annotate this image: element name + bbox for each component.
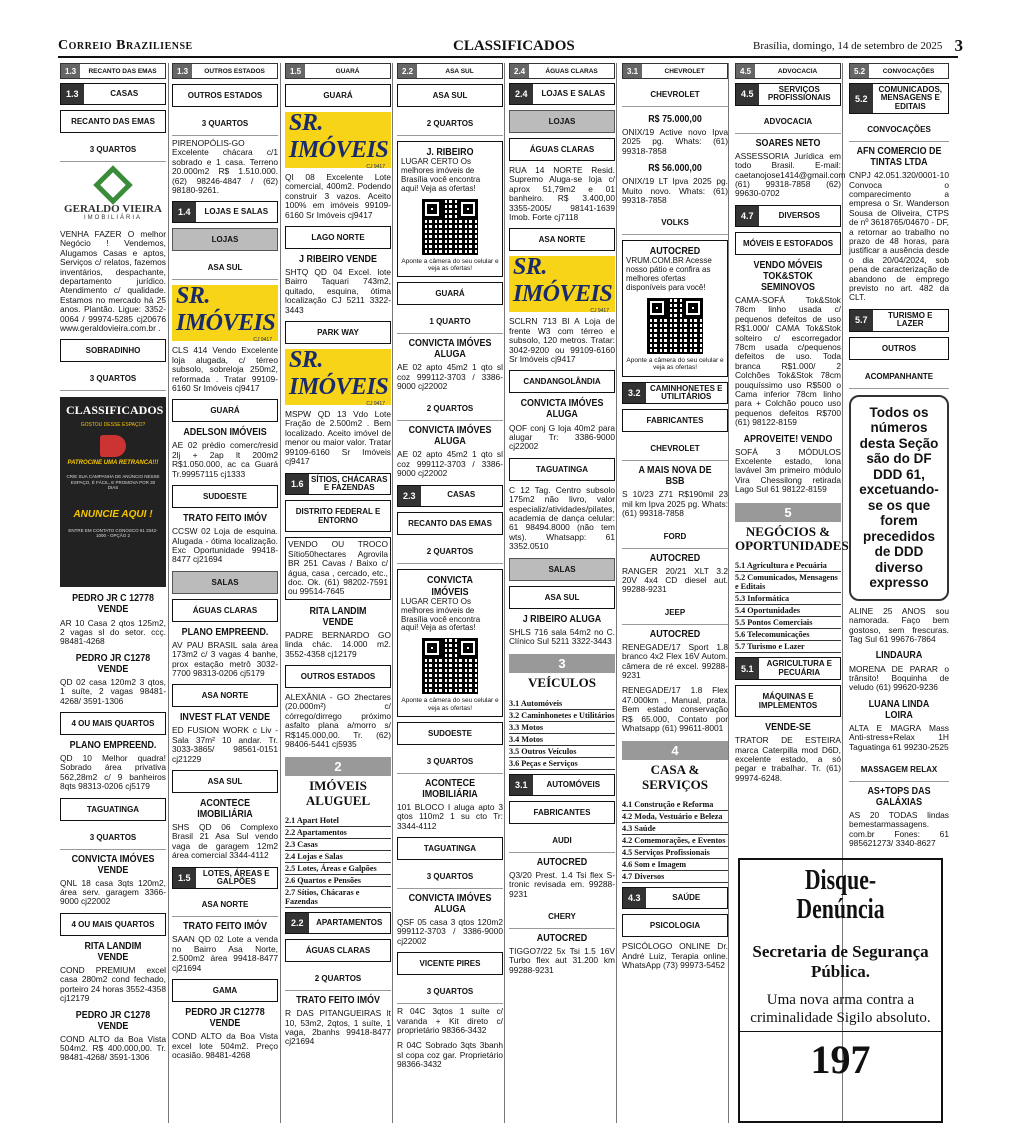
category-heading: SALAS (172, 571, 278, 594)
classified-ad: ONIX/19 LT Ipva 2025 pg. Muito novo. Whats: (61) 99318-7858 (622, 176, 728, 206)
classified-ad: CCSW 02 Loja de esquina. Alugada - ótima localização. Exc Oportunidade 99418-8477 cj21694 (172, 526, 278, 565)
region-heading: OUTROS ESTADOS (285, 665, 391, 688)
classified-ad: AE 02 apto 45m2 1 qto sl coz 999112-3703 / 3386-9000 cj22002 (397, 362, 503, 391)
category-banner: 5 NEGÓCIOS & OPORTUNIDADES (735, 504, 849, 553)
qr-code-icon[interactable] (647, 298, 703, 354)
ad-headline: AUTOCRED (536, 932, 588, 945)
region-heading: PSICOLOGIA (622, 914, 728, 937)
subheading: ADVOCACIA (735, 110, 841, 134)
classified-ad: CAMA-SOFÁ Tok&Stok 78cm linho usada c/ pequenos defeitos de uso R$1.000/ CAMA Tok&Stok solteiro c/ escorregador 78cm usada c/pequenos defeitos de uso. Toda branca R$1.000/ 2 Colchões Tok&Stok 78cm pouquíssimo uso R$500 o Cama inferior 78cm linho para + Colchão pouco uso pequenos defeitos R$700 (61) 98122-8159 (735, 294, 841, 428)
region-heading: CANDANGOLÂNDIA (509, 370, 615, 393)
column-tag: 1.3 OUTROS ESTADOS (172, 63, 278, 79)
category-index-item: 5.6 Telecomunicações (735, 629, 841, 641)
region-heading: OUTROS ESTADOS (172, 84, 278, 107)
logo-mark-icon (93, 165, 133, 205)
category-index-item: 3.3 Motos (509, 722, 615, 734)
ad-headline: A MAIS NOVA DE BSB (638, 464, 712, 488)
category-index-item: 5.7 Turismo e Lazer (735, 641, 841, 653)
column-divider (728, 63, 729, 1123)
section-heading: 5.1 AGRICULTURA E PECUÁRIA (735, 657, 841, 680)
classified-ad: RENEGADE/17 Sport 1.8 branco 4x2 Flex 16V Autom. câmera de ré excel. 99288-9231 (622, 641, 728, 681)
category-index-item: 5.2 Comunicados, Mensagens e Editais (735, 572, 841, 593)
price: R$ 75.000,00 (648, 113, 702, 125)
column-divider (280, 63, 281, 1123)
category-index-item: 4.2 Comemorações, e Eventos (622, 835, 728, 847)
category-banner: 4 CASA & SERVIÇOS (622, 741, 728, 795)
region-heading: ASA SUL (509, 586, 615, 609)
region-heading: TAGUATINGA (509, 458, 615, 481)
classified-ad: MSPW QD 13 Vdo Lote Fração de 2.500m2 . Bem localizado. Aceito imóvel de menor ou maior valor. Tratar 99109-6160 Sr Imóveis cj9417 (285, 409, 391, 467)
subheading: CONVOCAÇÕES (849, 118, 949, 142)
category-index-item: 2.4 Lojas e Salas (285, 851, 391, 863)
category-index (622, 799, 728, 883)
column-8 (849, 63, 949, 855)
ad-headline: RITA LANDIM VENDE (84, 939, 142, 963)
subheading: CHERY (509, 905, 615, 929)
section-heading: 4.7 DIVERSOS (735, 205, 841, 227)
classified-ad: Q3/20 Prest. 1.4 Tsi flex S-tronic revisada em. 99288-9231 (509, 869, 615, 899)
region-heading: ASA NORTE (509, 228, 615, 251)
subheading: CHEVROLET (622, 83, 728, 107)
classified-ad: SCLRN 713 Bl A Loja de frente W3 com térreo e subsolo, 120 metros. Tratar: 3042-9200 ou 99109-6160 Sr Imóveis cj9417 (509, 316, 615, 365)
subheading: ASA NORTE (172, 893, 278, 917)
category-heading: LOJAS (172, 228, 278, 251)
classified-ad: ED FUSION WORK c Liv - Sala 37m² 10 andar. Tr. 3033-3865/ 98561-0151 cj21229 (172, 725, 278, 764)
classified-ad: TIGGO7/22 5x Tsi 1.5 16V Turbo flex aut 31.200 km 99288-9231 (509, 946, 615, 975)
region-heading: TAGUATINGA (60, 798, 166, 821)
newspaper-name: Correio Braziliense (58, 38, 193, 53)
section-heading: 2.3 CASAS (397, 485, 503, 507)
column-3 (285, 63, 391, 1053)
column-divider (504, 63, 505, 1123)
section-heading: 3.1 AUTOMÓVEIS (509, 774, 615, 796)
page-header (58, 36, 963, 58)
ad-headline: AUTOCRED (649, 627, 701, 640)
disque-denuncia-ad[interactable]: Disque-Denúncia Secretaria de Segurança Pública. Uma nova arma contra a criminalidade Sigilo absoluto. 197 (738, 858, 943, 1123)
column-2 (172, 63, 278, 1066)
classified-ad: VENDO OU TROCO Sítio50hectares Agrovila BR 251 Cavas / Baixo c/água, casa , cercado, etc., doc. Ok. (61) 98202-7591 ou 99514-7645 (285, 537, 391, 599)
classified-ad: QD 02 casa 120m2 3 qtos, 1 suíte, 2 vagas 98481-4268/ 3591-1306 (60, 676, 166, 706)
subheading: 2 QUARTOS (397, 112, 503, 136)
subheading: 3 QUARTOS (397, 980, 503, 1004)
region-heading: MÓVEIS E ESTOFADOS (735, 232, 841, 255)
region-heading: PARK WAY (285, 321, 391, 344)
column-tag: 1.5 GUARÁ (285, 63, 391, 79)
ad-headline: PEDRO JR C1278 VENDE (75, 1008, 151, 1032)
region-heading: RECANTO DAS EMAS (60, 110, 166, 133)
ad-headline: TRATO FEITO IMÓV (296, 994, 380, 1007)
classified-ad: S 10/23 Z71 R$190mil 23 mil km Ipva 2025 pg. Whats: (61) 99318-7858 (622, 489, 728, 519)
ad-headline: AUTOCRED (649, 551, 701, 564)
subheading: 3 QUARTOS (172, 112, 278, 136)
category-index-item: 3.5 Outros Veículos (509, 746, 615, 758)
classified-ad: C 12 Tag. Centro subsolo 175m2 não livro, valor especializ/atividades/pilates, academia de dança celular: 61 98494.8000 (não tem wts). Whatsapp: 61 3352.0510 (509, 484, 615, 552)
subheading: CHEVROLET (622, 437, 728, 461)
classified-ad: QNL 18 casa 3qts 120m2, área serv. garagem 3366-9000 cj22002 (60, 877, 166, 907)
ad-headline: CONVICTA IMÓVES ALUGA (520, 397, 604, 421)
subheading: AUDI (509, 829, 615, 853)
classified-ad: MORENA DE PARAR o trânsito! Boquinha de veludo (61) 99620-9236 (849, 663, 949, 693)
classified-ad: ALEXÂNIA - GO 2hectares (20.000m²) c/ córrego/dirrego próximo asfalto plana a/morro s/ R$145.000,00. Tr. (62) 98406-5441 cj5935 (285, 691, 391, 750)
ad-headline: AS+TOPS DAS GALÁXIAS (867, 784, 931, 808)
column-tag: 5.2 CONVOCAÇÕES (849, 63, 949, 79)
classified-ad: TRATOR DE ESTEIRA marca Caterpilla mod D6D, excelente estado, a só pegar e trabalhar. Tr. (61) 99974-6248. (735, 735, 841, 783)
column-7 (735, 63, 849, 789)
column-1 (60, 63, 166, 1069)
megaphone-icon (100, 435, 126, 457)
subheading: 2 QUARTOS (397, 540, 503, 564)
region-heading: ASA SUL (397, 84, 503, 107)
region-heading: FABRICANTES (509, 801, 615, 824)
region-heading: LAGO NORTE (285, 226, 391, 249)
classified-ad: R DAS PITANGUEIRAS lt 10, 53m2, 2qtos, 1 suíte, 1 vaga, 2banhs 99418-8477 cj21694 (285, 1008, 391, 1047)
ad-headline: J RIBEIRO VENDE (299, 253, 377, 266)
ad-headline: CONVICTA IMÓVES VENDE (71, 852, 155, 876)
classified-ad: AE 02 prédio comerc/resid 2lj + 2ap lt 200m2 R$1.050.000, ac ca Guará Tr.99957115 cj1333 (172, 440, 278, 479)
category-index-item: 4.2 Moda, Vestuário e Beleza (622, 811, 728, 823)
subheading: 1 QUARTO (397, 310, 503, 334)
ad-headline: APROVEITE! VENDO (743, 432, 833, 445)
classified-ad: SOFÁ 3 MÓDULOS Excelente estado, lona lavável 3m primeiro módulo Vira Chessilong retirada Lago Sul 61 98122-8159 (735, 446, 841, 495)
section-heading: 1.3 CASAS (60, 83, 166, 105)
classified-ad: SHTQ QD 04 Excel. lote Bairro Taquari 743m2, quitado, esquina, ótima localização CJ 5211 3322-3443 (285, 267, 391, 315)
column-6 (622, 63, 728, 976)
region-heading: RECANTO DAS EMAS (397, 512, 503, 535)
subheading: MASSAGEM RELAX (849, 758, 949, 782)
sr-imoveis-logo: SR. IMÓVEIS CJ 9417 (172, 285, 278, 341)
category-index-item: 2.1 Apart Hotel (285, 815, 391, 827)
ad-headline: J RIBEIRO ALUGA (522, 612, 602, 625)
region-heading: ÁGUAS CLARAS (172, 599, 278, 622)
subheading: ASA SUL (172, 256, 278, 280)
region-heading: GAMA (172, 979, 278, 1002)
region-heading: SOBRADINHO (60, 339, 166, 362)
qr-ad[interactable]: CONVICTA IMÓVEIS LUGAR CERTO Os melhores imóveis de Brasília você encontra aqui! Veja as ofertas! Aponte a câmera do seu celular e veja as ofertas! (397, 569, 503, 717)
category-index-item: 5.4 Oportunidades (735, 605, 841, 617)
region-heading: SUDOESTE (397, 722, 503, 745)
region-heading: GUARÁ (285, 84, 391, 107)
region-heading: ÁGUAS CLARAS (285, 939, 391, 962)
region-heading: ÁGUAS CLARAS (509, 138, 615, 161)
category-banner: 2 IMÓVEIS ALUGUEL (285, 757, 391, 811)
category-index-item: 5.1 Agricultura e Pecuária (735, 560, 841, 572)
ad-headline: CONVICTA IMÓVES ALUGA (408, 337, 492, 361)
qr-code-icon[interactable] (422, 638, 478, 694)
ad-headline: TRATO FEITO IMÓV (183, 512, 267, 525)
category-index-item: 2.7 Sítios, Chácaras e Fazendas (285, 887, 391, 908)
classified-ad: ONIX/19 Active novo Ipva 2025 pg. Whats: (61) 99318-7858 (622, 127, 728, 156)
ad-headline: TRATO FEITO IMÓV (183, 920, 267, 933)
ad-headline: VENDE-SE (765, 721, 811, 734)
section-heading: 1.5 LOTES, ÁREAS E GALPÕES (172, 867, 278, 890)
ad-headline: LINDAURA (875, 649, 923, 662)
classified-ad: ALINE 25 ANOS sou namorada. Faço bem gostoso, sem frescuras. Tag Sul 61 99676-7864 (849, 605, 949, 645)
ad-headline: INVEST FLAT VENDE (179, 711, 271, 724)
subheading: 3 QUARTOS (397, 865, 503, 889)
region-heading: GUARÁ (172, 399, 278, 422)
section-heading: 1.4 LOJAS E SALAS (172, 201, 278, 223)
classified-ad: SAAN QD 02 Lote a venda no Bairro Asa Norte, 2.500m2 área 99418-8477 cj21694 (172, 934, 278, 973)
category-index-item: 4.7 Diversos (622, 871, 728, 883)
section-heading: 3.2 CAMINHONETES E UTILITÁRIOS (622, 382, 728, 405)
column-5 (509, 63, 615, 981)
category-index-item: 5.3 Informática (735, 593, 841, 605)
category-index-item: 4.5 Serviços Profissionais (622, 847, 728, 859)
date-line: Brasília, domingo, 14 de setembro de 2025 (753, 40, 943, 52)
qr-ad[interactable]: AUTOCRED VRUM.COM.BR Acesse nosso pátio e confira as melhores ofertas disponíveis para você! Aponte a câmera do seu celular e veja as ofertas! (622, 240, 728, 376)
ad-headline: CONVICTA IMÓVES ALUGA (408, 424, 492, 448)
classified-ad: SHS QD 06 Complexo Brasil 21 Asa Sul vendo vaga de garagem 12m2 área comercial 3344-4112 (172, 822, 278, 861)
column-tag: 4.5 ADVOCACIA (735, 63, 841, 79)
ad-headline: PLANO EMPREEND. (181, 625, 269, 638)
column-tag: 3.1 CHEVROLET (622, 63, 728, 79)
category-index (735, 560, 841, 653)
classified-ad: R 04C Sobrado 3qts 3banh sl copa coz gar. Proprietário 98366-3432 (397, 1040, 503, 1070)
category-heading: LOJAS (509, 110, 615, 133)
subheading: 2 QUARTOS (397, 397, 503, 421)
category-index-item: 4.1 Construção e Reforma (622, 799, 728, 811)
category-index-item: 2.3 Casas (285, 839, 391, 851)
classified-ad: CNPJ 42.051.320/0001-10 Convoca o comparecimento a empresa o Sr. Wanderson Sousa de Oliveira, CTPS de nº 3618765/04670 - DF, a retornar ao trabalho no prazo de 48 horas, para justificar a ausência desde o dia 20/04/2024, sob pena de caracterização de abandono de emprego previsto no art. 482 da CLT. (849, 170, 949, 303)
region-heading: 4 OU MAIS QUARTOS (60, 913, 166, 936)
geraldo-vieira-logo: GERALDO VIEIRA IMOBILIÁRIA (60, 166, 166, 226)
ad-headline: PLANO EMPREEND. (69, 738, 157, 751)
subheading: VOLKS (622, 211, 728, 235)
region-heading: ASA SUL (172, 770, 278, 793)
classified-ad: PSICÓLOGO ONLINE Dr. André Luiz, Terapia online. WhatsApp (73) 99973-5452 (622, 941, 728, 970)
classified-ad: ASSESSORIA Jurídica em todo Brasil. E-mail: caetanojose1414@gmail.com (61) 99318-7858 (62) 99630-0702 (735, 150, 846, 199)
classified-ad: RANGER 20/21 XLT 3.2 20V 4x4 CD diesel aut. 99288-9231 (622, 565, 728, 595)
category-heading: SALAS (509, 558, 615, 581)
ad-headline: ACONTECE IMOBILIÁRIA (197, 797, 253, 821)
subheading: FORD (622, 525, 728, 549)
region-heading: ASA NORTE (172, 684, 278, 707)
ad-headline: PEDRO JR C1278 VENDE (75, 651, 151, 675)
ad-headline: RITA LANDIM VENDE (309, 604, 367, 628)
category-index-item: 2.5 Lotes, Áreas e Galpões (285, 863, 391, 875)
classified-ad: R 04C 3qtos 1 suíte c/ varanda + Kit direto c/ proprietário 98366-3432 (397, 1006, 503, 1035)
region-heading: SUDOESTE (172, 485, 278, 508)
ad-headline: CONVICTA IMÓVES ALUGA (408, 891, 492, 915)
classified-ad: CLS 414 Vendo Excelente loja alugada, c/ térreo subsolo, sobreloja 250m2, reformada . Tratar 99109-6160 Sr Imóveis cj9417 (172, 345, 278, 394)
sr-imoveis-logo: SR. IMÓVEIS CJ 9417 (285, 349, 391, 405)
category-index (285, 815, 391, 908)
section-heading: 4.5 SERVIÇOS PROFISSIONAIS (735, 83, 841, 106)
subheading: JEEP (622, 601, 728, 625)
ad-headline: ADELSON IMÓVEIS (183, 426, 267, 439)
region-heading: OUTROS (849, 337, 949, 360)
section-heading: 2.4 LOJAS E SALAS (509, 83, 615, 105)
category-index-item: 5.5 Pontos Comerciais (735, 617, 841, 629)
classified-ad: PIRENOPÓLIS-GO Excelente chácara c/1 sobrado e 1 casa. Terreno 20.000m2 R$ 1.510.000. (62) 98246-4847 / (62) 98180-9261. (172, 138, 278, 196)
column-tag: 2.4 ÁGUAS CLARAS (509, 63, 615, 79)
qr-ad[interactable]: J. RIBEIRO LUGAR CERTO Os melhores imóveis de Brasília você encontra aqui! Veja as ofertas! Aponte a câmera do seu celular e veja as ofertas! (397, 141, 503, 277)
classified-ad: QSF 05 casa 3 qtos 120m2 999112-3703 / 3386-9000 cj22002 (397, 916, 503, 946)
classified-ad: ALTA E MAGRA Mass Anti-stress+Relax 1H Taguatinga 61 99230-2525 (849, 722, 949, 752)
sr-imoveis-logo: SR. IMÓVEIS CJ 9417 (509, 256, 615, 312)
classified-ad: RUA 14 NORTE Resid. Supremo Aluga-se loja c/ aprox 51,79m2 e 01 banheiro. R$ 3.400,00 3355-2005/ 98141-1639 Imob. Forte cj7118 (509, 165, 615, 223)
section-heading: 1.6 SÍTIOS, CHÁCARAS E FAZENDAS (285, 473, 391, 496)
sr-imoveis-logo: SR. IMÓVEIS CJ 9417 (285, 112, 391, 168)
promo-banner[interactable]: CLASSIFICADOS GOSTOU DESSE ESPAÇO? PATROCINE UMA RETRANCA!!! CRIE SUA CAMPANHA DE ANÚNCIO NESSE ESPAÇO, É FÁCIL, E PROMOVA POR 30 DIAS ANUNCIE AQUI ! ENTRE EM CONTATO CONOSCO 61 3342-1000 - OPÇÃO 2 (60, 397, 166, 587)
region-heading: MÁQUINAS E IMPLEMENTOS (735, 685, 841, 717)
classified-ad: COND ALTO da Boa Vista excel lote 504m2. Preço ocasião. 98481-4268 (172, 1031, 278, 1060)
subheading: 3 QUARTOS (60, 138, 166, 162)
region-heading: 4 OU MAIS QUARTOS (60, 712, 166, 735)
classified-ad: SHLS 716 sala 54m2 no C. Clínico Sul 5211 3322-3443 (509, 626, 615, 646)
classified-ad: COND ALTO da Boa Vista 504m2. R$ 400.000,00. Tr. 98481-4268/ 3591-1306 (60, 1033, 166, 1063)
ad-headline: ACONTECE IMOBILIÁRIA (422, 776, 478, 800)
category-index-item: 3.4 Motos (509, 734, 615, 746)
subheading: 3 QUARTOS (397, 750, 503, 774)
category-index-item: 3.1 Automóveis (509, 698, 615, 710)
column-divider (392, 63, 393, 1123)
region-heading: DISTRITO FEDERAL E ENTORNO (285, 500, 391, 532)
classified-ad: RENEGADE/17 1.8 Flex 47.000km , Manual, prata. Bem estado conservação R$ 65.000, Contato por Whatsapp (61) 99611-8001 (622, 685, 728, 734)
ad-headline: AUTOCRED (536, 855, 588, 868)
ddd-notice: Todos os números desta Seção são do DF DDD 61, excetuando-se os que forem precedidos de DDD diverso expresso (849, 395, 949, 601)
section-title: CLASSIFICADOS (453, 38, 575, 54)
category-index-item: 2.6 Quartos e Pensões (285, 875, 391, 887)
classified-ad: QI 08 Excelente Lote comercial, 400m2. Podendo construir 3 vazos. Aceito 100% em imóveis 99109-6160 Sr Imóveis cj9417 (285, 172, 391, 220)
section-heading: 2.2 APARTAMENTOS (285, 912, 391, 934)
ad-headline: PEDRO JR C12778 VENDE (185, 1006, 265, 1030)
qr-code-icon[interactable] (422, 199, 478, 255)
classified-ad: VENHA FAZER O melhor Negócio ! Vendemos, Alugamos Casas e aptos, Serviços c/ relatos, fazemos inventários, despachante, departamento jurídico. Atendimento c/ qualidade. Estamos no mercado há 25 anos. Plantão. Ligue: 3352-0064 / 99974-5285 cj20676 www.geraldovieira.com.br . (60, 229, 166, 334)
classified-ad: AS 20 TODAS lindas bemestarmassagens. com.br Fones: 61 985621273/ 3340-8627 (849, 810, 949, 849)
category-index-item: 3.6 Peças e Serviços (509, 758, 615, 770)
classified-ad: AR 10 Casa 2 qtos 125m2, 2 vagas sl do setor. ccç. 98481-4268 (60, 617, 166, 647)
classified-ad: QOF conj G loja 40m2 para alugar Tr: 3386-9000 cj22002 (509, 422, 615, 452)
section-heading: 5.7 TURISMO E LAZER (849, 309, 949, 332)
category-index-item: 2.2 Apartamentos (285, 827, 391, 839)
classified-ad: COND PREMIUM excel casa 280m2 cond fechado, porteiro 24 horas 3552-4358 cj12179 (60, 964, 166, 1004)
ad-headline: AFN COMERCIO DE TINTAS LTDA (856, 145, 942, 169)
region-heading: FABRICANTES (622, 409, 728, 432)
category-banner: 3 VEÍCULOS (509, 654, 615, 693)
subheading: 2 QUARTOS (285, 967, 391, 991)
ad-headline: LUANA LINDA LOIRA (868, 697, 930, 721)
classified-ad: QD 10 Melhor quadra! Sobrado área privativa 562,28m2 c/ 9 banheiros 8qts 98313-0206 cj5179 (60, 752, 166, 792)
ad-headline: SOARES NETO (755, 136, 821, 149)
column-4 (397, 63, 503, 1076)
ad-headline: PEDRO JR C 12778 VENDE (72, 592, 154, 616)
page-number: 3 (954, 36, 963, 55)
section-heading: 5.2 COMUNICADOS, MENSAGENS E EDITAIS (849, 83, 949, 114)
column-tag: 2.2 ASA SUL (397, 63, 503, 79)
column-tag: 1.3 RECANTO DAS EMAS (60, 63, 166, 79)
price: R$ 56.000,00 (648, 162, 702, 175)
section-heading: 4.3 SAÚDE (622, 887, 728, 909)
category-index-item: 4.6 Som e Imagem (622, 859, 728, 871)
classified-ad: PADRE BERNARDO GO linda chác. 14.000 m2. 3552-4358 cj12179 (285, 629, 391, 659)
region-heading: GUARÁ (397, 282, 503, 305)
column-divider (616, 63, 617, 1123)
region-heading: VICENTE PIRES (397, 952, 503, 975)
category-index-item: 4.3 Saúde (622, 823, 728, 835)
subheading: 3 QUARTOS (60, 826, 166, 850)
column-divider (168, 63, 169, 1123)
subheading: 3 QUARTOS (60, 367, 166, 391)
category-index-item: 3.2 Caminhonetes e Utilitários (509, 710, 615, 722)
classified-ad: AE 02 apto 45m2 1 qto sl coz 999112-3703 / 3386-9000 cj22002 (397, 449, 503, 479)
subheading: ACOMPANHANTE (849, 365, 949, 389)
region-heading: TAGUATINGA (397, 837, 503, 860)
ad-headline: VENDO MÓVEIS TOK&STOK SEMINOVOS (753, 258, 823, 293)
classified-ad: 101 BLOCO I aluga apto 3 qtos 110m2 1 su cto Tr: 3344-4112 (397, 801, 503, 831)
category-index (509, 698, 615, 770)
classified-ad: AV PAU BRASIL sala área 173m2 c/ 3 vagas 4 banhe, prox estação metrô 3032-7700 98313-0206 cj5179 (172, 639, 278, 678)
